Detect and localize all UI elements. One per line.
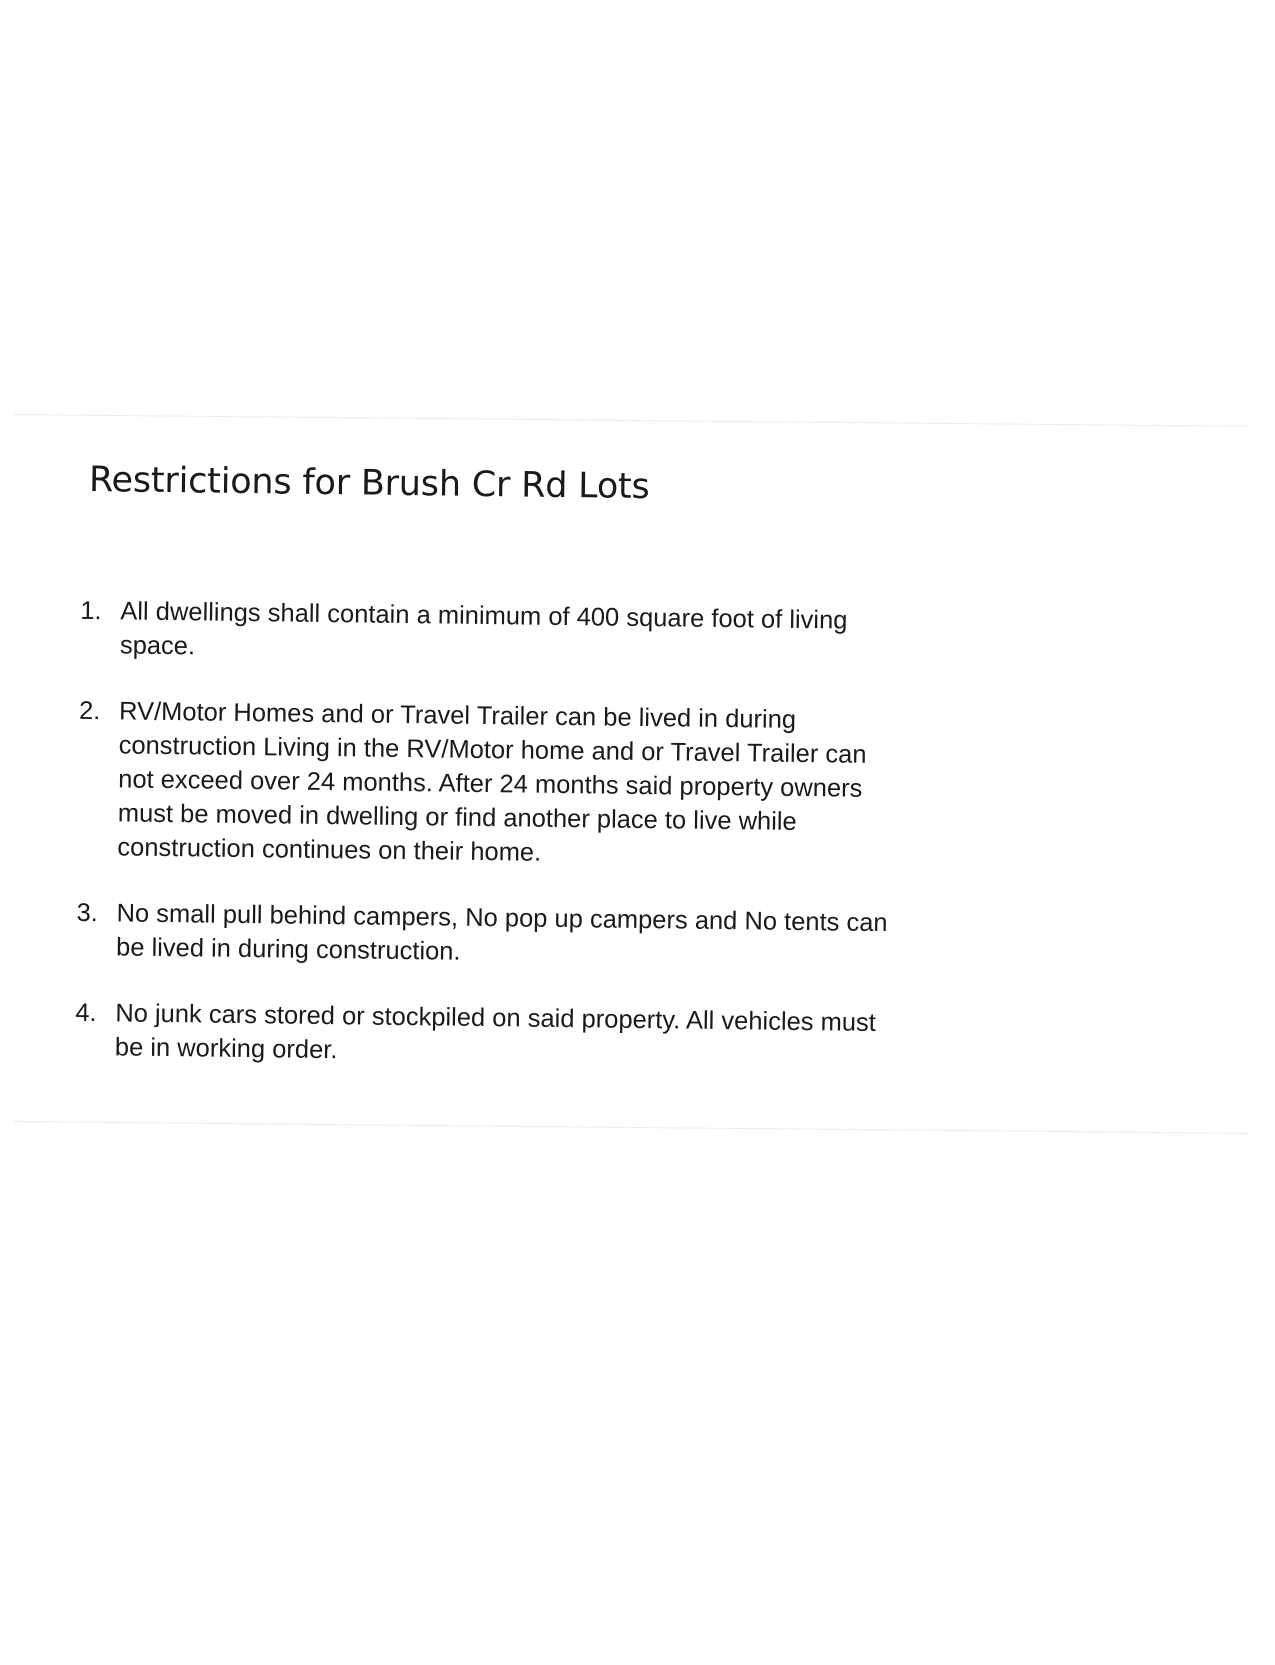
page-title: Restrictions for Brush Cr Rd Lots xyxy=(88,460,650,508)
item-number: 2. xyxy=(78,696,101,726)
list-item xyxy=(75,996,946,1075)
list-item xyxy=(76,896,957,975)
item-number: 3. xyxy=(76,898,99,928)
item-text: No small pull behind campers, No pop up campers and No tents can be lived in during construction. xyxy=(115,899,888,966)
list-item xyxy=(77,694,924,875)
item-text: No junk cars stored or stockpiled on said property. All vehicles must be in working order. xyxy=(114,999,877,1065)
item-text: All dwellings shall contain a minimum of 400 square foot of living space. xyxy=(119,597,848,661)
item-number: 4. xyxy=(75,998,97,1028)
item-text: RV/Motor Homes and or Travel Trailer can be lived in during construction Living in the RV/Motor home and or Travel Trailer can not exceed over 24 months. After 24 months said property owners must be moved in dwelling or find another place to live while construction continues on their home. xyxy=(117,697,867,867)
restrictions-list xyxy=(74,594,980,1107)
item-number: 1. xyxy=(80,596,102,626)
list-item xyxy=(80,594,901,672)
